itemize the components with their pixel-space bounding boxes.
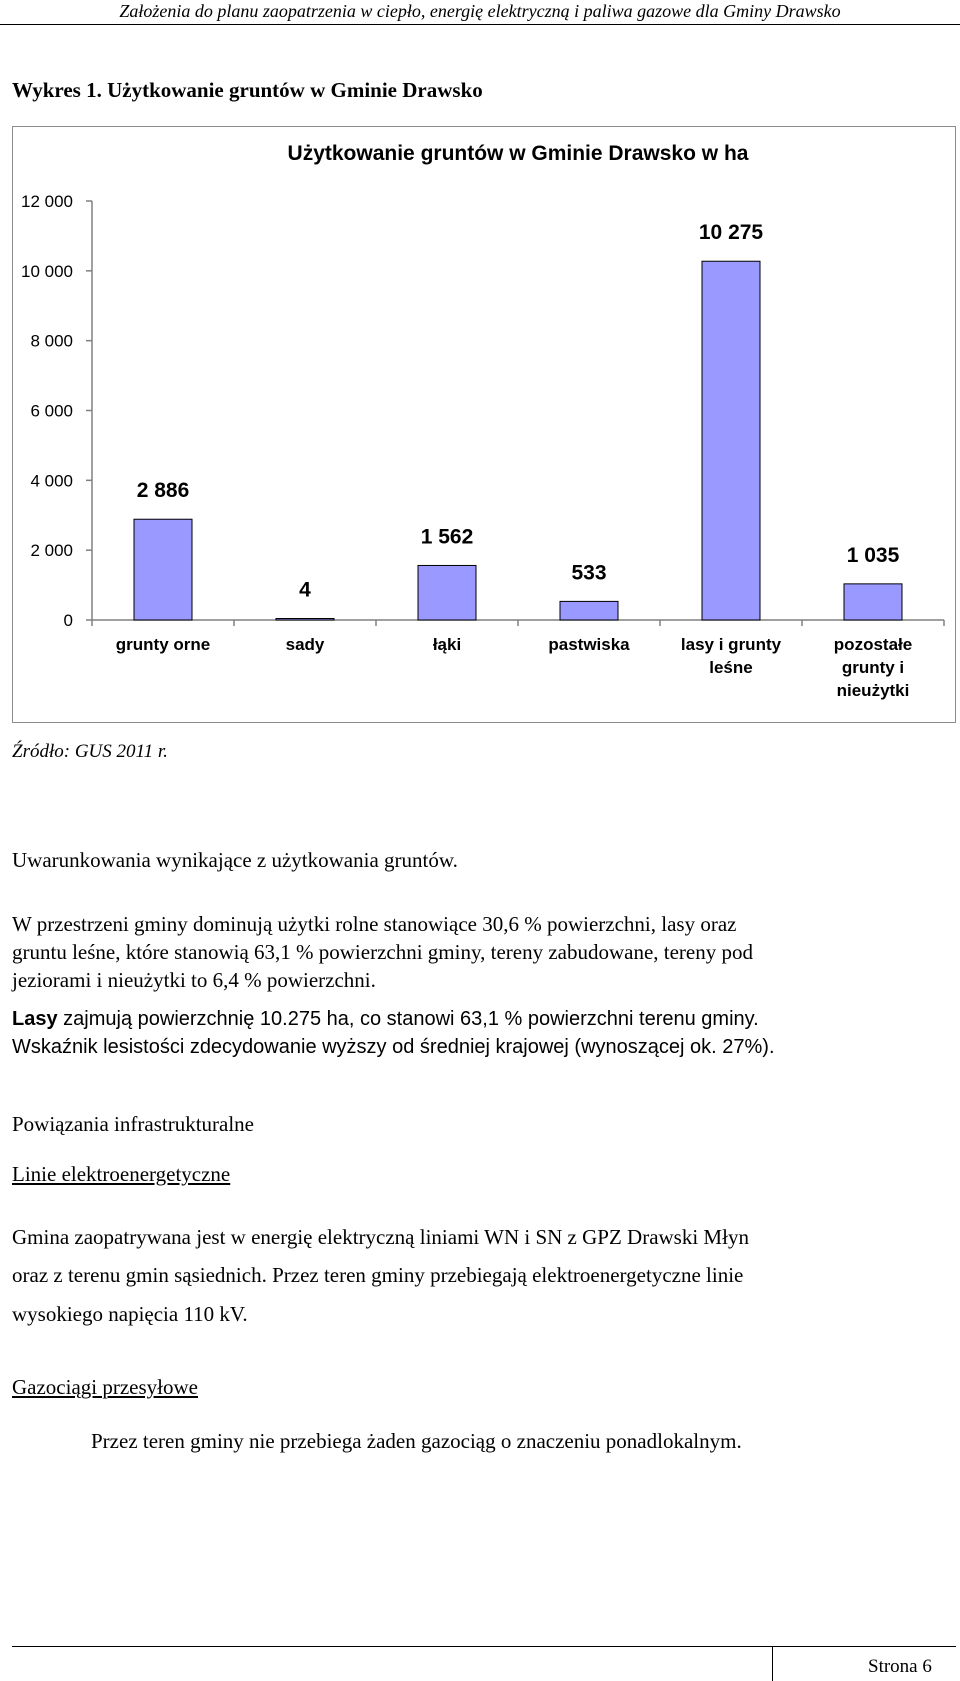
power-lines-heading: Linie elektroenergetyczne [12,1162,231,1186]
data-label: 1 035 [846,543,900,567]
y-tick-label: 4 000 [30,471,73,491]
category-label: leśne [709,658,753,677]
land-use-line: W przestrzeni gminy dominują użytki rolne stanowiące 30,6 % powierzchni, lasy oraz [12,912,737,936]
bar [702,261,760,620]
data-label: 1 562 [420,525,474,549]
land-use-chart [12,126,956,723]
chart-title: Użytkowanie gruntów w Gminie Drawsko w ha [287,142,749,165]
land-use-paragraph [12,910,954,994]
category-label: lasy i grunty [680,635,782,654]
forest-line-rest: zajmują powierzchnię 10.275 ha, co stanowi 63,1 % powierzchni terenu gminy. [57,1008,759,1030]
forest-index-line: Wskaźnik lesistości zdecydowanie wyższy od średniej krajowej (wynoszącej ok. 27%). [12,1036,775,1058]
bar-chart-svg [13,127,954,721]
power-line: Gmina zaopatrywana jest w energię elektryczną liniami WN i SN z GPZ Drawski Młyn [12,1225,749,1249]
data-label: 2 886 [136,479,190,503]
y-tick-label: 8 000 [30,331,73,351]
category-label: pozostałe [833,635,913,654]
forest-bold: Lasy [12,1008,58,1030]
infrastructure-heading: Powiązania infrastrukturalne [12,1112,254,1136]
footer-divider [772,1646,773,1681]
gas-pipelines-heading: Gazociągi przesyłowe [12,1375,198,1399]
y-tick-label: 6 000 [30,401,73,421]
land-use-line: gruntu leśne, które stanowią 63,1 % powierzchni gminy, tereny zabudowane, tereny pod [12,940,753,964]
y-tick-label: 12 000 [21,192,73,211]
data-label: 533 [571,561,607,585]
bar [134,519,192,620]
power-lines-paragraph [12,1223,954,1328]
y-tick-label: 0 [63,611,73,630]
category-label: grunty orne [115,635,211,654]
figure-caption: Wykres 1. Użytkowanie gruntów w Gminie Drawsko [12,78,483,102]
category-label: grunty i [841,658,905,677]
bar [560,601,618,620]
forest-paragraph [12,1005,954,1061]
power-line: wysokiego napięcia 110 kV. [12,1302,248,1326]
category-label: nieużytki [836,681,910,700]
y-tick-label: 10 000 [21,261,73,281]
category-label: pastwiska [548,635,630,654]
data-label: 4 [299,578,311,602]
land-use-heading: Uwarunkowania wynikające z użytkowania gruntów. [12,848,458,872]
land-use-line: jeziorami i nieużytki to 6,4 % powierzchni. [12,968,376,992]
category-label: łąki [432,635,462,654]
page-number: Strona 6 [868,1656,932,1677]
footer-rule [12,1646,956,1647]
bar [844,584,902,620]
y-tick-label: 2 000 [30,541,73,561]
figure-source: Źródło: GUS 2011 r. [12,741,168,762]
data-label: 10 275 [698,221,764,245]
category-label: sady [285,635,325,654]
gas-pipelines-text: Przez teren gminy nie przebiega żaden gazociąg o znaczeniu ponadlokalnym. [91,1429,742,1453]
power-line: oraz z terenu gmin sąsiednich. Przez teren gminy przebiegają elektroenergetyczne linie [12,1263,744,1287]
bar [418,565,476,620]
bar [276,619,334,621]
running-header: Założenia do planu zaopatrzenia w ciepło, energię elektryczną i paliwa gazowe dla Gminy Drawsko [0,0,960,25]
forest-line [12,1005,954,1033]
